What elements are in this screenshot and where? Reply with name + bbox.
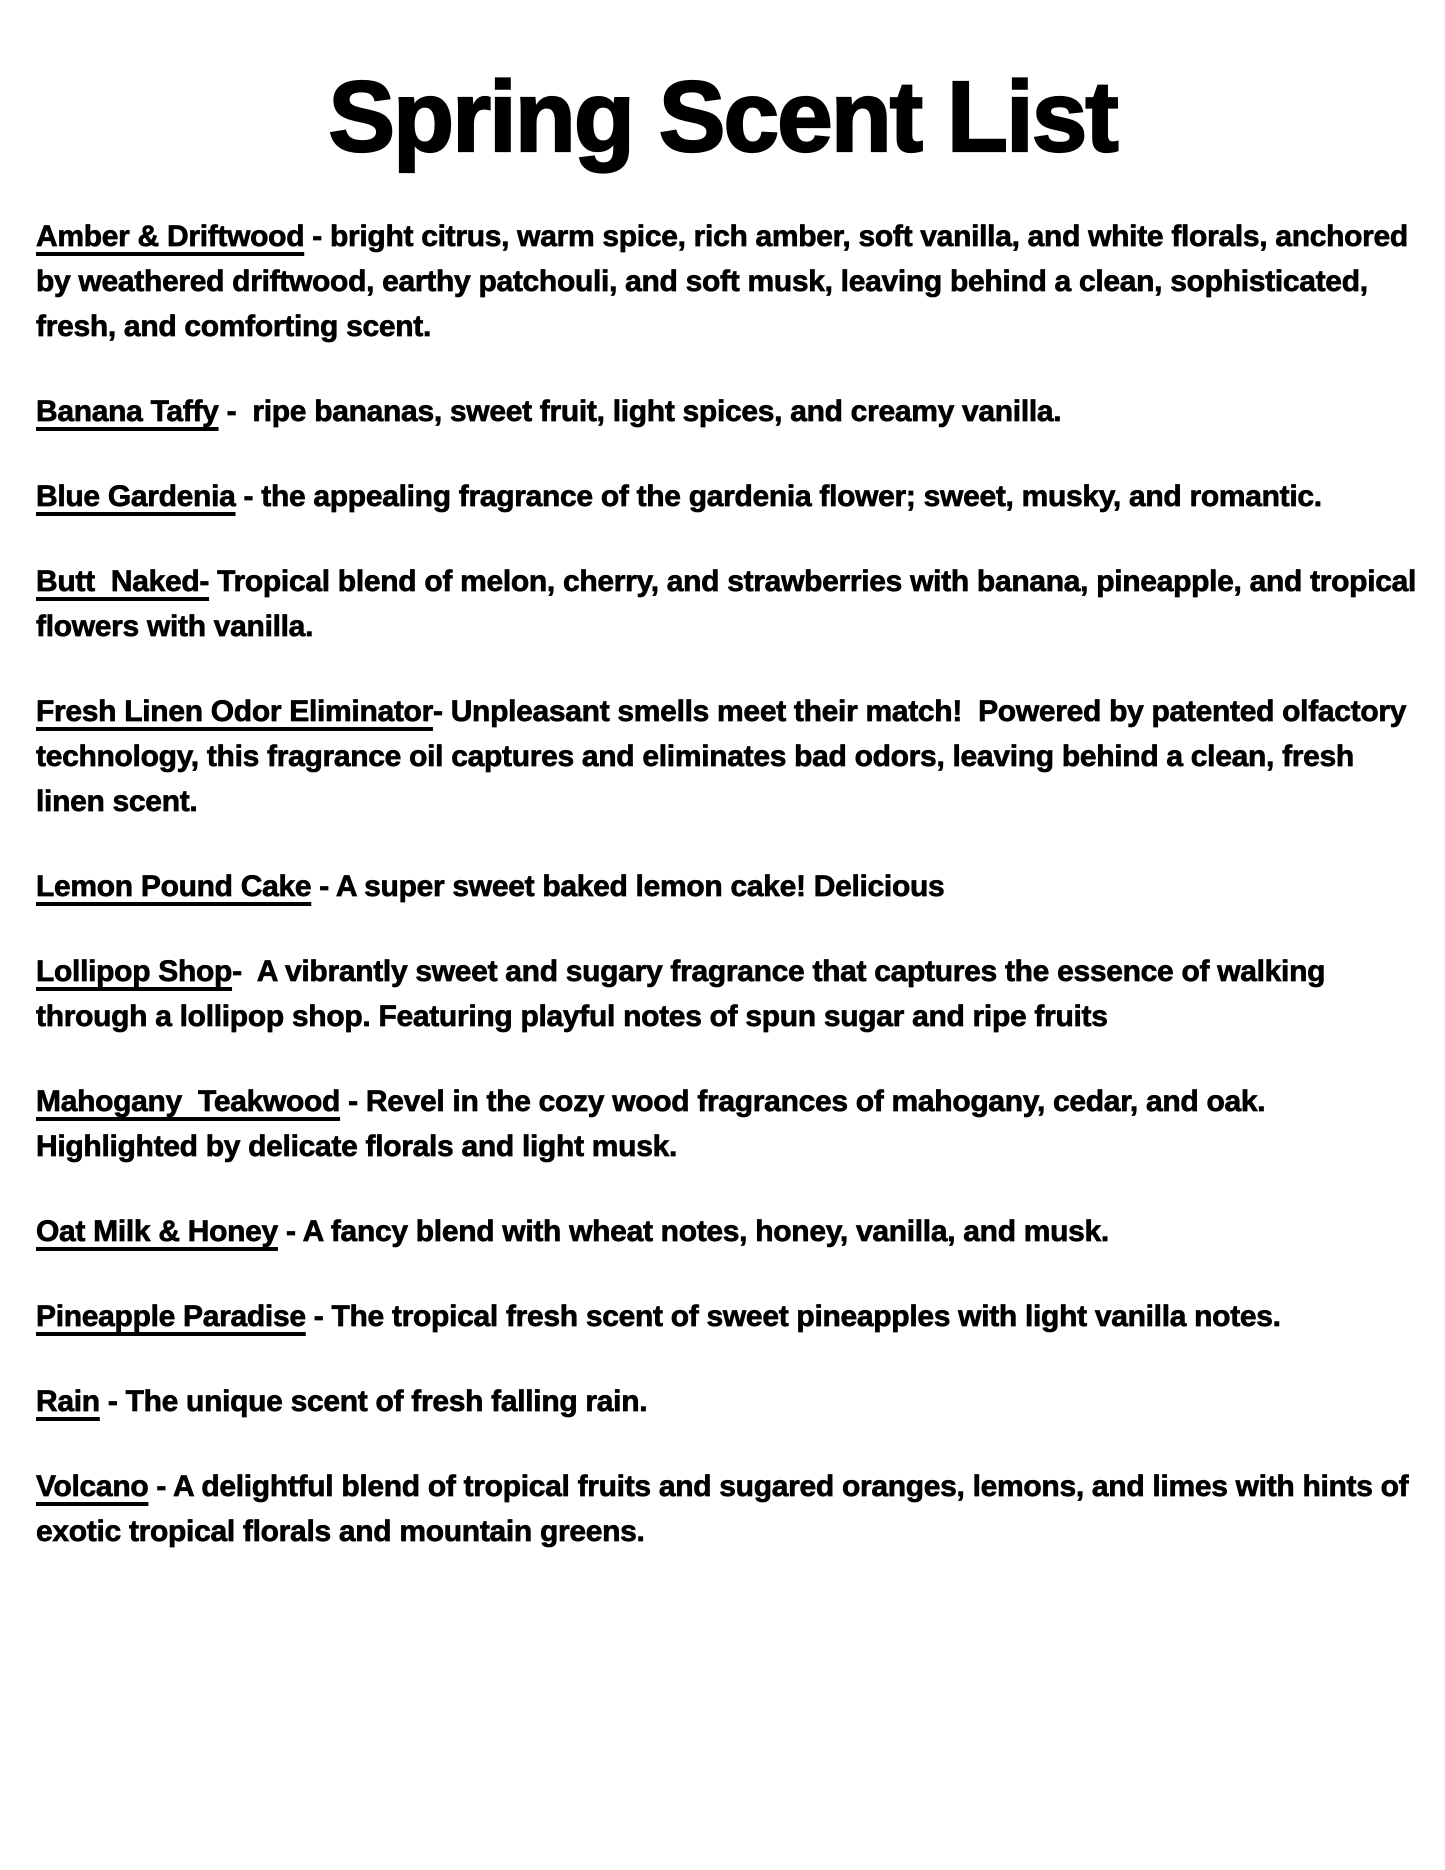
scent-entry (36, 1464, 1421, 1554)
scent-description: A fancy blend with wheat notes, honey, vanilla, and musk. (302, 1215, 1109, 1248)
scent-separator: - (148, 1470, 174, 1503)
scent-separator (209, 565, 217, 598)
scent-name: Blue Gardenia (36, 480, 236, 513)
scent-description: A delightful blend of tropical fruits and sugared oranges, lemons, and limes with hints of exotic tropical florals and mountain greens. (36, 1470, 1417, 1548)
scent-name: Rain (36, 1385, 100, 1418)
scent-separator: - (218, 395, 253, 428)
scent-list (36, 214, 1425, 1554)
scent-name: Banana Taffy (36, 395, 219, 428)
scent-description: ripe bananas, sweet fruit, light spices, and creamy vanilla. (252, 395, 1062, 428)
scent-separator: - (311, 870, 336, 903)
scent-entry (36, 214, 1421, 349)
scent-name: Volcano (36, 1470, 149, 1503)
scent-entry (36, 1379, 1421, 1424)
scent-separator: - (432, 695, 451, 728)
scent-name: Lemon Pound Cake (36, 870, 312, 903)
scent-name: Oat Milk & Honey (36, 1215, 278, 1248)
scent-name: Butt Naked- (36, 565, 210, 598)
scent-separator: - (232, 955, 257, 988)
scent-separator: - (340, 1085, 366, 1118)
scent-name: Pineapple Paradise (36, 1300, 306, 1333)
scent-description: Unpleasant smells meet their match! Powered by patented olfactory technology, this fragrance oil captures and eliminates bad odors, leaving behind a clean, fresh linen scent. (36, 695, 1415, 818)
scent-description: The unique scent of fresh falling rain. (125, 1385, 648, 1418)
scent-separator: - (99, 1385, 126, 1418)
scent-name: Amber & Driftwood (36, 220, 305, 253)
scent-separator: - (235, 480, 262, 513)
scent-entry (36, 1209, 1421, 1254)
scent-entry (36, 559, 1425, 649)
scent-name: Fresh Linen Odor Eliminator (36, 695, 433, 728)
scent-name: Lollipop Shop (36, 955, 233, 988)
scent-entry (36, 864, 1421, 909)
scent-entry (36, 1294, 1421, 1339)
scent-entry (36, 1079, 1421, 1169)
scent-separator: - (277, 1215, 303, 1248)
scent-entry (36, 474, 1421, 519)
scent-description: Revel in the cozy wood fragrances of mahogany, cedar, and oak. Highlighted by delicate florals and light musk. (36, 1085, 1274, 1163)
page-title: Spring Scent List (328, 61, 1117, 173)
scent-description: A super sweet baked lemon cake! Delicious (335, 870, 945, 903)
scent-entry (36, 689, 1421, 824)
scent-description: A vibrantly sweet and sugary fragrance that captures the essence of walking through a lollipop shop. Featuring playful notes of spun sugar and ripe fruits (36, 955, 1334, 1033)
scent-name: Mahogany Teakwood (36, 1085, 341, 1118)
scent-description: the appealing fragrance of the gardenia flower; sweet, musky, and romantic. (261, 480, 1322, 513)
scent-description: bright citrus, warm spice, rich amber, soft vanilla, and white florals, anchored by weathered driftwood, earthy patchouli, and soft musk, leaving behind a clean, sophisticated, fresh, and comforting scent. (36, 220, 1417, 343)
scent-entry (36, 949, 1421, 1039)
scent-separator: - (305, 1300, 332, 1333)
scent-separator: - (304, 220, 330, 253)
scent-entry (36, 389, 1421, 434)
scent-description: Tropical blend of melon, cherry, and strawberries with banana, pineapple, and tropical flowers with vanilla. (36, 565, 1425, 643)
scent-description: The tropical fresh scent of sweet pineapples with light vanilla notes. (331, 1300, 1281, 1333)
